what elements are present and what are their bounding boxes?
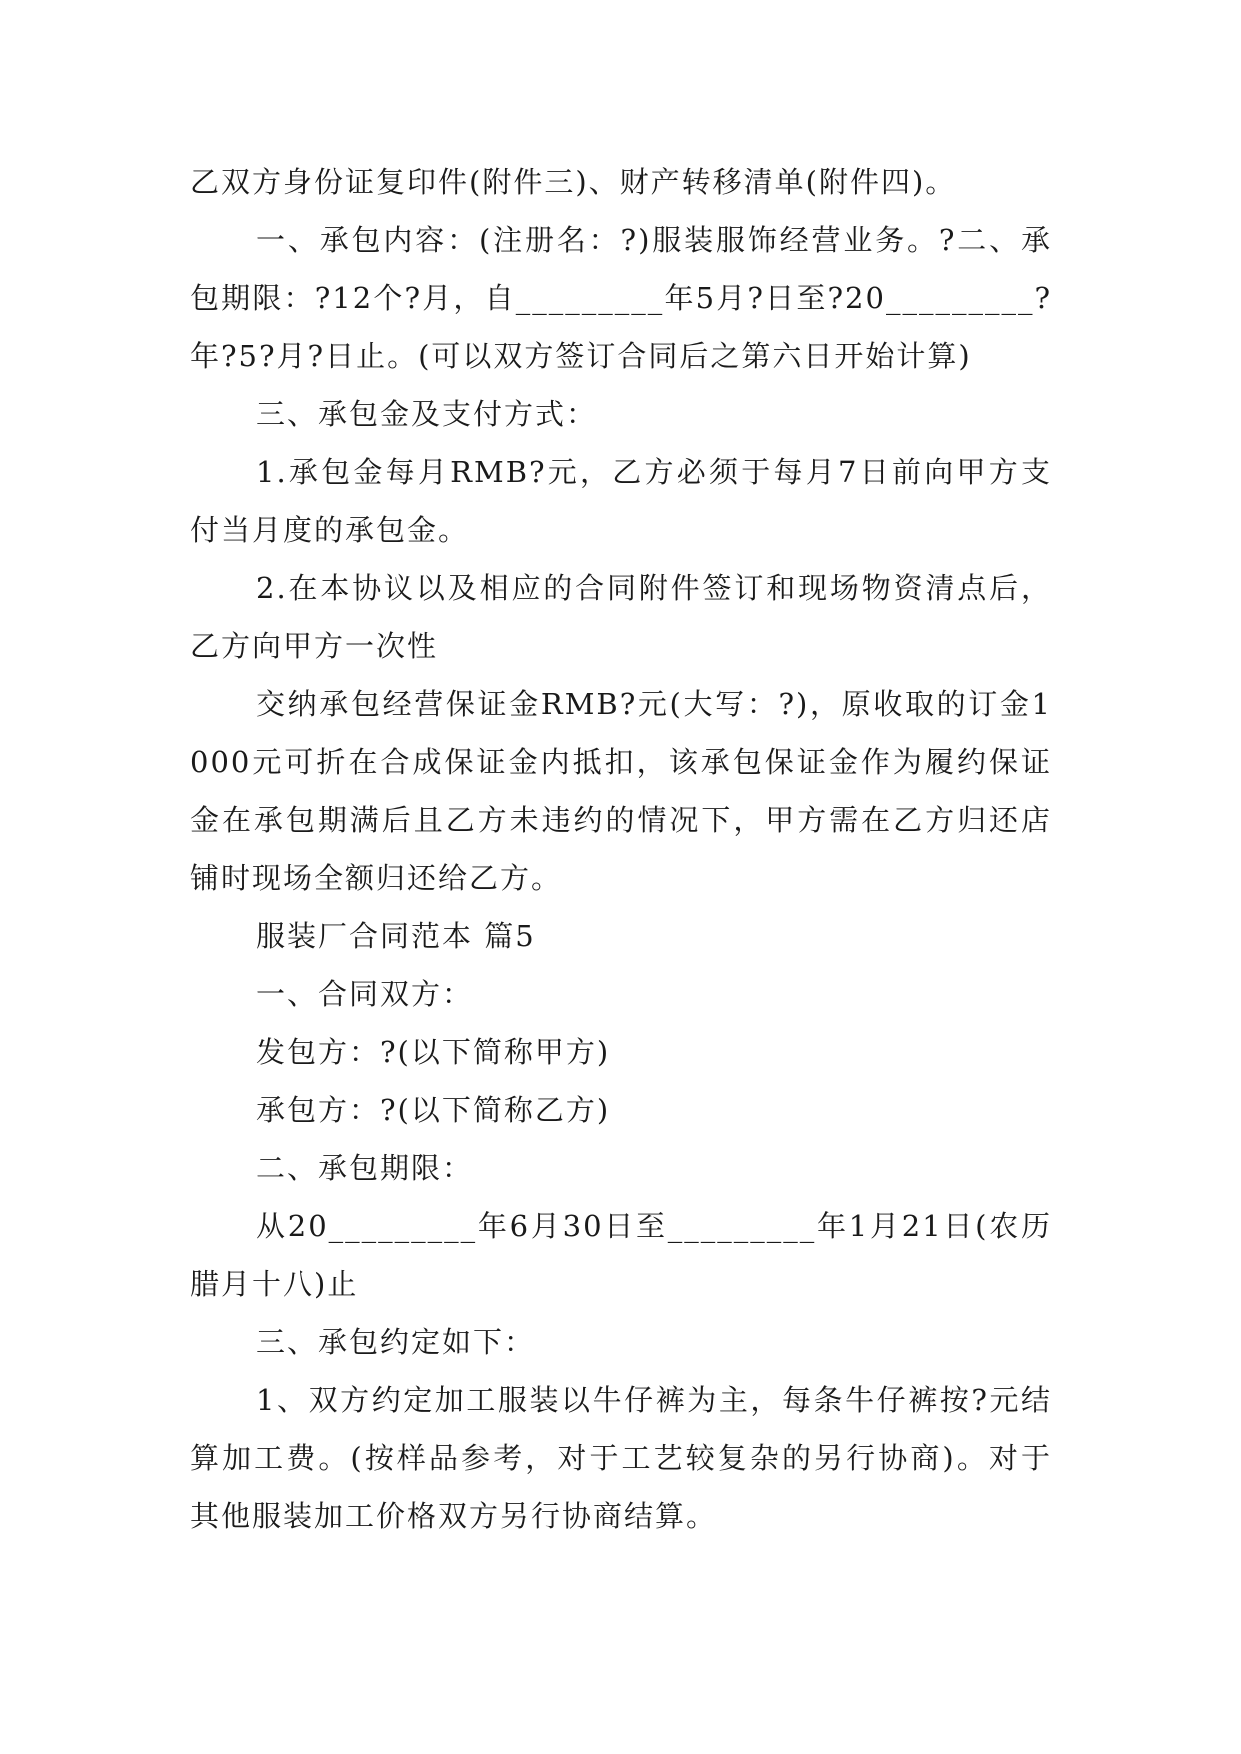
- paragraph-deposit: 交纳承包经营保证金RMB?元(大写：?)，原收取的订金1000元可折在合成保证金内抵扣，该承包保证金作为履约保证金在承包期满后且乙方未违约的情况下，甲方需在乙方归还店铺时现场全额归还给乙方。: [190, 687, 1052, 895]
- section-title: 服装厂合同范本 篇5: [256, 919, 536, 953]
- paragraph-party-b: 承包方：?(以下简称乙方): [256, 1093, 611, 1127]
- paragraph-parties-heading: 一、合同双方：: [256, 977, 474, 1011]
- paragraph-id-copies: 乙双方身份证复印件(附件三)、财产转移清单(附件四)。: [190, 165, 957, 199]
- paragraph-party-a: 发包方：?(以下简称甲方): [256, 1035, 611, 1069]
- paragraph-term-dates: 从20_________年6月30日至_________年1月21日(农历腊月十八)止: [190, 1209, 1052, 1301]
- paragraph-monthly-fee: 1.承包金每月RMB?元，乙方必须于每月7日前向甲方支付当月度的承包金。: [190, 455, 1052, 547]
- paragraph-term-heading: 二、承包期限：: [256, 1151, 474, 1185]
- document-body: [190, 153, 1052, 1545]
- paragraph-contract-content: 一、承包内容：(注册名：?)服装服饰经营业务。?二、承包期限：?12个?月，自_________年5月?日至?20_________?年?5?月?日止。(可以双方签订合同后之第六日开始计算): [190, 223, 1052, 373]
- paragraph-payment-heading: 三、承包金及支付方式：: [256, 397, 598, 431]
- paragraph-processing-fee: 1、双方约定加工服装以牛仔裤为主，每条牛仔裤按?元结算加工费。(按样品参考，对于工艺较复杂的另行协商)。对于其他服装加工价格双方另行协商结算。: [190, 1383, 1052, 1533]
- paragraph-after-signing: 2.在本协议以及相应的合同附件签订和现场物资清点后，乙方向甲方一次性: [190, 571, 1052, 663]
- paragraph-agreement-heading: 三、承包约定如下：: [256, 1325, 536, 1359]
